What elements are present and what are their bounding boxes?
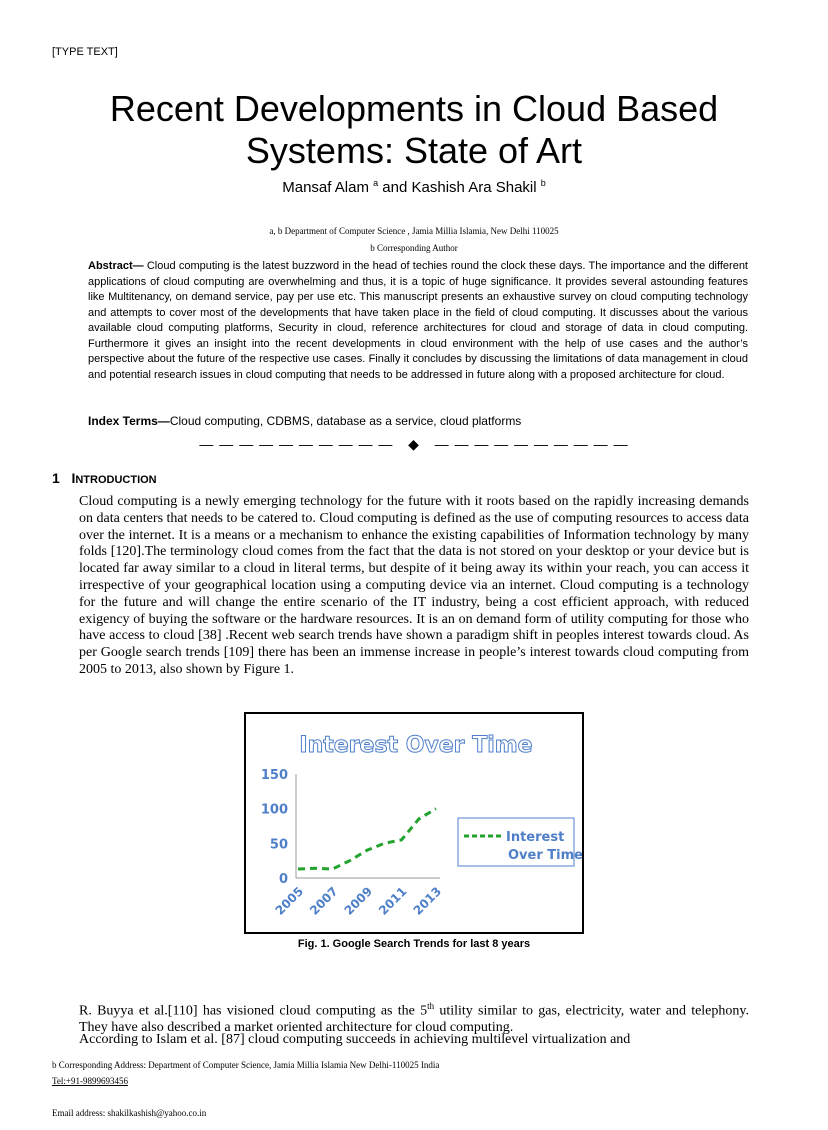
abstract bbox=[88, 259, 748, 383]
paragraph-buyya-text: R. Buyya et al.[110] has visioned cloud computing as the 5 bbox=[79, 1003, 428, 1019]
affiliation: a, b Department of Computer Science , Jamia Millia Islamia, New Delhi 110025 bbox=[269, 226, 559, 236]
footnote-email: Email address: shakilkashish@yahoo.co.in bbox=[52, 1108, 207, 1118]
paragraph-islam: According to Islam et al. [87] cloud computing succeeds in achieving multilevel virtualization and bbox=[79, 1032, 631, 1047]
legend-label-line1: Interest bbox=[506, 830, 565, 845]
interest-chart bbox=[246, 714, 582, 932]
separator-left: — — — — — — — — — — bbox=[199, 436, 394, 452]
running-header: [TYPE TEXT] bbox=[52, 46, 118, 58]
x-tick-label: 2011 bbox=[376, 884, 410, 918]
y-tick-label: 50 bbox=[269, 837, 288, 853]
author-1-mark: a bbox=[373, 178, 379, 188]
abstract-text: Cloud computing is the latest buzzword in the head of techies round the clock these days. The importance and the different applications of cloud computing are overwhelming and thus, it is a topic of huge significance. It provides several astounding features like Multitenancy, on demand service, pay per use etc. This manuscript presents an exhaustive survey on cloud computing technology and attempts to cover most of the developments that have taken place in the field of cloud computing. It discusses about the various available cloud computing platforms, Security in cloud, reference architectures for cloud and storage of data in cloud computing. Furthermore it gives an insight into the recent developments in cloud environment with the help of use cases and the author’s perspective about the future of the respective use cases. Finally it concludes by discussing the limitations of data management in cloud and potential research issues in cloud computing that needs to be addressed in future along with a proposed architecture for cloud. bbox=[88, 260, 748, 381]
section-separator bbox=[0, 436, 828, 453]
y-tick-label: 100 bbox=[260, 802, 288, 818]
separator-right: — — — — — — — — — — bbox=[434, 436, 629, 452]
x-tick-label: 2013 bbox=[410, 884, 445, 918]
intro-paragraph: Cloud computing is a newly emerging technology for the future with it roots based on the rapidly increasing demands on data centers that needs to be catered to. Cloud computing is defined as the use of computing resources to access data over the internet. It is a means or a mechanism to enhance the existing capabilities of Information technology by many folds [120].The terminology cloud comes from the fact that the data is not stored on your desktop or your device but is located far away similar to a cloud in literal terms, but despite of it being away its within your reach, you can access it irrespective of your geographical location using a computing device via an internet. Cloud computing is a technology for the future and will change the entire scenario of the IT industry, being a cost efficient approach, with reduced exigency of buying the software or the hardware resources. It is an on demand form of utility computing for those who have access to cloud [38] .Recent web search trends have shown a paradigm shift in peoples interest towards cloud. As per Google search trends [109] there has been an immense increase in people’s interest towards cloud computing from 2005 to 2013, also shown by Figure 1. bbox=[79, 494, 749, 677]
title-line-2: Systems: State of Art bbox=[245, 130, 583, 171]
x-tick-label: 2005 bbox=[272, 884, 307, 918]
section-initial: I bbox=[71, 470, 76, 486]
x-tick-label: 2007 bbox=[307, 884, 341, 918]
paper-title bbox=[0, 88, 828, 172]
author-2-mark: b bbox=[540, 178, 546, 188]
separator-diamond: ◆ bbox=[408, 436, 420, 452]
y-tick-label: 0 bbox=[278, 872, 288, 887]
section-title-rest: NTRODUCTION bbox=[75, 474, 157, 486]
author-2: and Kashish Ara Shakil bbox=[378, 179, 537, 196]
index-terms bbox=[88, 414, 748, 428]
legend-label-line2: Over Time bbox=[508, 848, 582, 863]
abstract-label: Abstract— bbox=[88, 260, 144, 272]
section-heading bbox=[52, 470, 157, 486]
y-tick-label: 150 bbox=[260, 768, 288, 783]
x-tick-label: 2009 bbox=[341, 884, 376, 918]
footnote-phone: Tel:+91-9899693456 bbox=[52, 1076, 128, 1086]
index-terms-text: Cloud computing, CDBMS, database as a service, cloud platforms bbox=[169, 414, 522, 428]
paragraph-buyya-text-cont: utility similar to gas, electricity, water and telephony. They have also described a market oriented architecture for cloud computing. bbox=[79, 1003, 749, 1036]
ordinal-suffix: th bbox=[427, 1001, 435, 1011]
index-terms-label: Index Terms— bbox=[88, 414, 170, 428]
section-number: 1 bbox=[52, 470, 60, 486]
figure-caption: Fig. 1. Google Search Trends for last 8 years bbox=[297, 938, 531, 950]
author-line bbox=[0, 178, 828, 196]
series-line bbox=[298, 809, 436, 869]
author-1: Mansaf Alam bbox=[282, 179, 369, 196]
corresponding-author: b Corresponding Author bbox=[370, 243, 458, 253]
chart-title: Interest Over Time bbox=[299, 733, 533, 758]
title-line-1: Recent Developments in Cloud Based bbox=[109, 88, 719, 129]
figure-1 bbox=[244, 712, 584, 934]
footnote-address: b Corresponding Address: Department of Computer Science, Jamia Millia Islamia New Delhi-110025 India bbox=[52, 1060, 440, 1070]
